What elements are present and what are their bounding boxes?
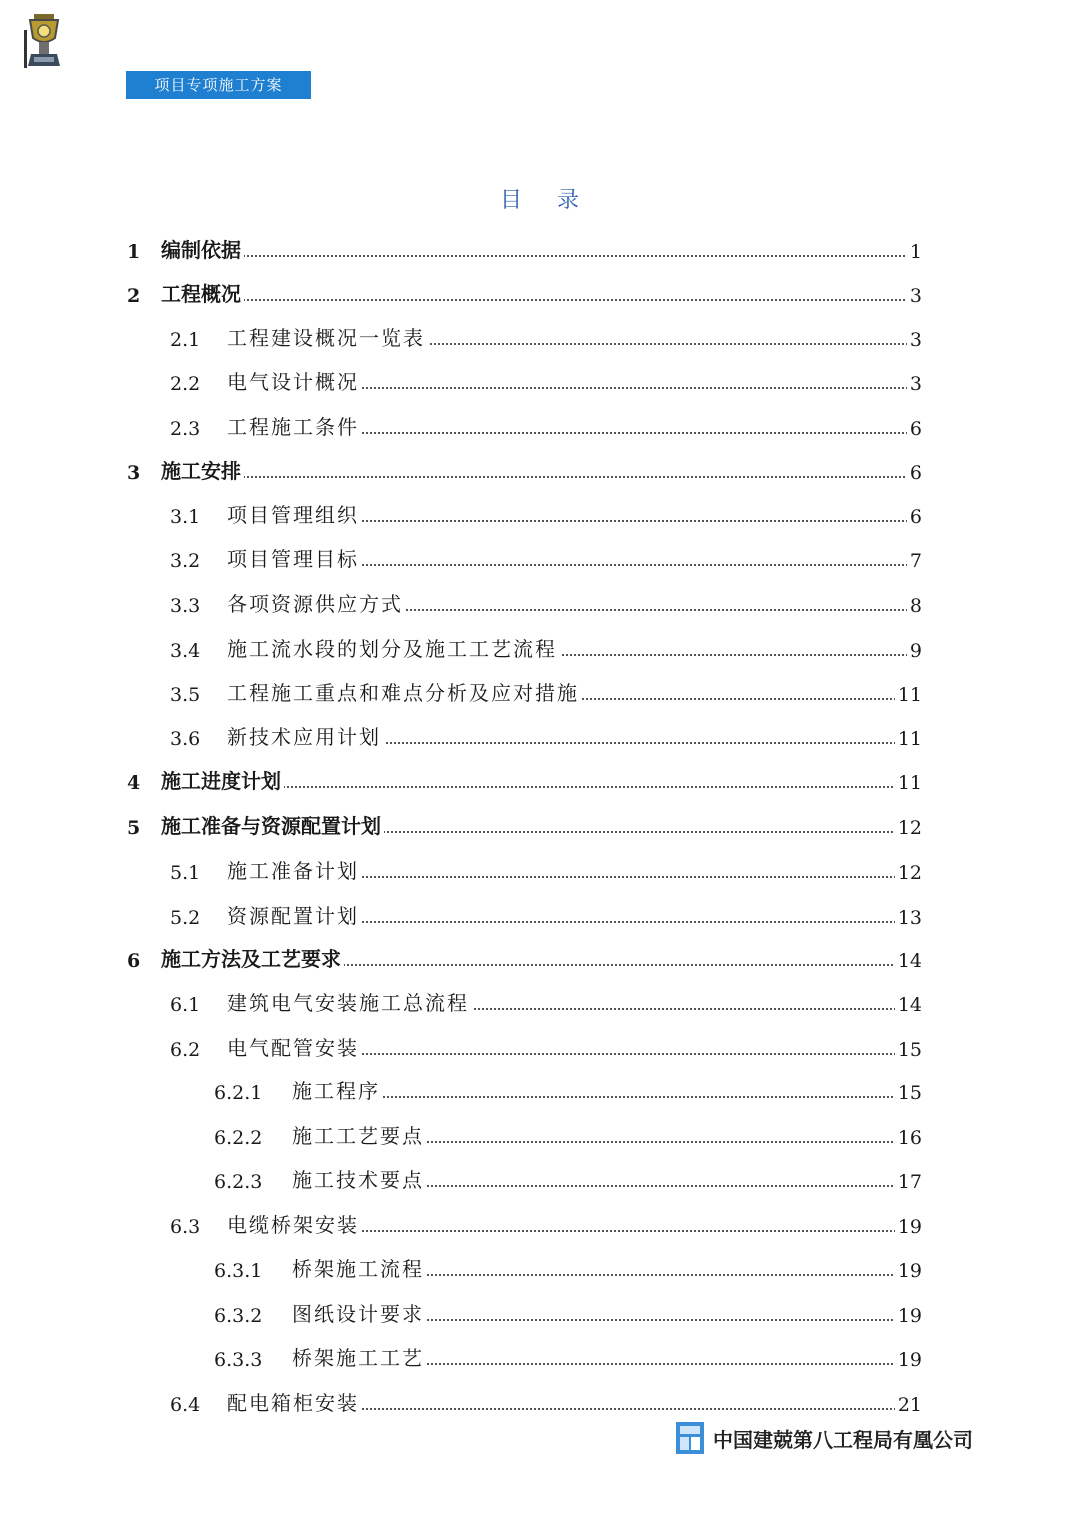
toc-entry[interactable] (0, 723, 1080, 753)
company-logo-icon (676, 1422, 704, 1454)
toc-entry[interactable] (0, 457, 1080, 487)
toc-leader-dots (350, 387, 920, 389)
toc-entry-title: 工程施工重点和难点分析及应对措施 (227, 677, 582, 706)
toc-entry-title: 资源配置计划 (227, 900, 362, 929)
toc-leader-dots (350, 432, 920, 434)
toc-entry-title: 工程施工条件 (227, 411, 362, 440)
toc-entry-title: 项目管理目标 (227, 543, 362, 572)
toc-entry[interactable] (0, 812, 1080, 842)
toc-entry-page: 17 (895, 1171, 922, 1193)
toc-entry-number: 3.6 (170, 728, 201, 750)
toc-entry-page: 3 (907, 373, 922, 395)
toc-entry[interactable] (0, 1034, 1080, 1064)
toc-entry-number: 3.3 (170, 595, 201, 617)
toc-leader-dots (350, 1408, 920, 1410)
toc-entry[interactable] (0, 1166, 1080, 1196)
toc-entry-number: 3 (127, 462, 141, 484)
toc-entry[interactable] (0, 236, 1080, 266)
toc-entry-page: 15 (895, 1039, 922, 1061)
toc-entry-page: 11 (895, 728, 922, 750)
toc-entry[interactable] (0, 1122, 1080, 1152)
toc-entry-number: 6.3 (170, 1216, 201, 1238)
toc-entry-title: 工程建设概况一览表 (227, 322, 428, 351)
toc-entry-page: 15 (895, 1082, 922, 1104)
toc-entry-page: 12 (895, 862, 922, 884)
toc-entry-page: 12 (895, 817, 922, 839)
toc-entry[interactable] (0, 857, 1080, 887)
toc-entry[interactable] (0, 1077, 1080, 1107)
toc-entry-page: 14 (895, 950, 922, 972)
trophy-lamp-icon (22, 12, 64, 70)
toc-entry-page: 7 (907, 550, 922, 572)
toc-entry-title: 桥架施工流程 (292, 1253, 427, 1282)
toc-entry[interactable] (0, 767, 1080, 797)
toc-leader-dots (350, 343, 920, 345)
toc-entry-title: 电缆桥架安装 (227, 1209, 362, 1238)
toc-entry-number: 6.1 (170, 994, 201, 1016)
toc-entry-title: 编制依据 (161, 234, 244, 263)
toc-entry[interactable] (0, 324, 1080, 354)
toc-leader-dots (350, 520, 920, 522)
toc-entry-page: 6 (907, 506, 922, 528)
toc-entry-page: 16 (895, 1127, 922, 1149)
toc-entry-number: 6.2.1 (214, 1082, 263, 1104)
toc-entry[interactable] (0, 280, 1080, 310)
toc-entry[interactable] (0, 1344, 1080, 1374)
toc-entry-number: 5.1 (170, 862, 201, 884)
toc-entry[interactable] (0, 635, 1080, 665)
toc-leader-dots (380, 1141, 920, 1143)
toc-entry-page: 21 (895, 1394, 922, 1416)
toc-leader-dots (350, 564, 920, 566)
toc-entry-number: 2.2 (170, 373, 201, 395)
toc-entry[interactable] (0, 1389, 1080, 1419)
toc-entry-number: 5.2 (170, 907, 201, 929)
toc-leader-dots (380, 1363, 920, 1365)
toc-entry-page: 6 (907, 418, 922, 440)
toc-leader-dots (240, 786, 920, 788)
toc-entry[interactable] (0, 501, 1080, 531)
document-header-tag: 项目专项施工方案 (126, 71, 311, 99)
toc-entry-title: 电气设计概况 (227, 366, 362, 395)
toc-entry[interactable] (0, 368, 1080, 398)
toc-leader-dots (350, 876, 920, 878)
company-footer (676, 1420, 973, 1456)
toc-leader-dots (240, 476, 920, 478)
toc-entry[interactable] (0, 1300, 1080, 1330)
toc-entry[interactable] (0, 1255, 1080, 1285)
toc-entry-page: 19 (895, 1305, 922, 1327)
toc-entry-page: 8 (907, 595, 922, 617)
toc-entry-title: 配电箱柜安装 (227, 1387, 362, 1416)
toc-entry-page: 19 (895, 1349, 922, 1371)
toc-entry-page: 3 (907, 285, 922, 307)
toc-entry-number: 6.2.2 (214, 1127, 263, 1149)
toc-entry-page: 11 (895, 684, 922, 706)
toc-entry-page: 1 (907, 241, 922, 263)
company-name: 中国建兢第八工程局有凰公司 (713, 1427, 973, 1452)
toc-entry-number: 3.4 (170, 640, 201, 662)
toc-entry-number: 2.1 (170, 329, 201, 351)
toc-entry-number: 3.2 (170, 550, 201, 572)
toc-entry-number: 3.5 (170, 684, 201, 706)
toc-entry-page: 13 (895, 907, 922, 929)
toc-entry-title: 施工流水段的划分及施工工艺流程 (227, 633, 560, 662)
toc-entry-title: 新技术应用计划 (227, 721, 384, 750)
toc-entry[interactable] (0, 945, 1080, 975)
toc-entry-number: 6.3.1 (214, 1260, 263, 1282)
toc-entry-number: 6.3.2 (214, 1305, 263, 1327)
toc-entry-number: 4 (127, 772, 141, 794)
toc-entry-title: 施工安排 (161, 455, 244, 484)
toc-entry-title: 电气配管安装 (227, 1032, 362, 1061)
toc-entry-page: 6 (907, 462, 922, 484)
toc-entry[interactable] (0, 989, 1080, 1019)
toc-leader-dots (350, 921, 920, 923)
toc-entry-title: 工程概况 (161, 278, 244, 307)
toc-entry-title: 施工准备计划 (227, 855, 362, 884)
toc-entry-number: 3.1 (170, 506, 201, 528)
toc-entry-title: 图纸设计要求 (292, 1298, 427, 1327)
toc-entry-title: 施工技术要点 (292, 1164, 427, 1193)
toc-entry-title: 施工方法及工艺要求 (161, 943, 344, 972)
toc-entry-page: 11 (895, 772, 922, 794)
toc-entry[interactable] (0, 1211, 1080, 1241)
toc-entry-number: 6.2 (170, 1039, 201, 1061)
toc-entry-number: 6 (127, 950, 141, 972)
toc-entry-number: 6.3.3 (214, 1349, 263, 1371)
toc-leader-dots (350, 609, 920, 611)
toc-entry-title: 施工进度计划 (161, 765, 284, 794)
toc-entry[interactable] (0, 679, 1080, 709)
toc-leader-dots (240, 255, 920, 257)
toc-title (0, 183, 1080, 214)
toc-entry-title: 施工工艺要点 (292, 1120, 427, 1149)
toc-entry-title: 建筑电气安装施工总流程 (227, 987, 472, 1016)
toc-leader-dots (380, 1274, 920, 1276)
toc-entry-number: 2 (127, 285, 141, 307)
toc-entry-page: 14 (895, 994, 922, 1016)
toc-entry-number: 6.4 (170, 1394, 201, 1416)
toc-entry-number: 1 (127, 241, 141, 263)
toc-title-char: 目 (499, 188, 523, 213)
toc-entry-page: 3 (907, 329, 922, 351)
toc-entry-title: 各项资源供应方式 (227, 588, 406, 617)
toc-entry[interactable] (0, 590, 1080, 620)
toc-leader-dots (240, 299, 920, 301)
toc-leader-dots (380, 1185, 920, 1187)
toc-leader-dots (350, 742, 920, 744)
toc-entry-title: 施工程序 (292, 1075, 383, 1104)
toc-leader-dots (380, 1096, 920, 1098)
toc-entry-number: 2.3 (170, 418, 201, 440)
toc-entry[interactable] (0, 413, 1080, 443)
toc-entry[interactable] (0, 545, 1080, 575)
toc-entry-page: 9 (907, 640, 922, 662)
toc-entry-page: 19 (895, 1216, 922, 1238)
toc-entry-title: 项目管理组织 (227, 499, 362, 528)
toc-title-char: 录 (557, 188, 581, 213)
toc-leader-dots (350, 1230, 920, 1232)
toc-entry-number: 6.2.3 (214, 1171, 263, 1193)
toc-entry-page: 19 (895, 1260, 922, 1282)
toc-leader-dots (380, 1319, 920, 1321)
toc-entry-title: 桥架施工工艺 (292, 1342, 427, 1371)
toc-entry-number: 5 (127, 817, 141, 839)
toc-entry[interactable] (0, 902, 1080, 932)
toc-leader-dots (350, 1053, 920, 1055)
toc-entry-title: 施工准备与资源配置计划 (161, 810, 384, 839)
